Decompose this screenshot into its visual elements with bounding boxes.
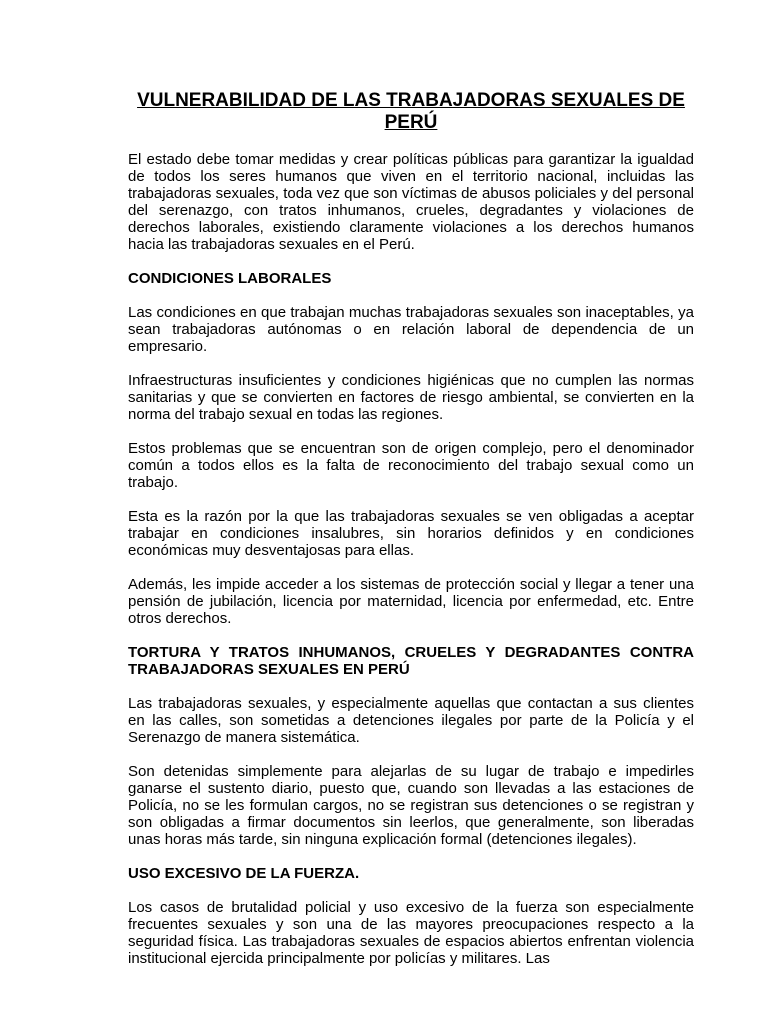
paragraph: Esta es la razón por la que las trabajadoras sexuales se ven obligadas a aceptar trabajar en condiciones insalubres, sin horarios definidos y en condiciones económicas muy desventajosas para ellas.	[128, 508, 694, 559]
paragraph: Infraestructuras insuficientes y condiciones higiénicas que no cumplen las normas sanitarias y que se convierten en factores de riesgo ambiental, se convierten en la norma del trabajo sexual en todas las regiones.	[128, 372, 694, 423]
document-page	[128, 90, 694, 984]
paragraph: Son detenidas simplemente para alejarlas de su lugar de trabajo e impedirles ganarse el sustento diario, puesto que, cuando son llevadas a las estaciones de Policía, no se les formulan cargos, no se registran sus detenciones o se registran y son obligadas a firmar documentos sin leerlos, que generalmente, son liberadas unas horas más tarde, sin ninguna explicación formal (detenciones ilegales).	[128, 763, 694, 848]
paragraph: Estos problemas que se encuentran son de origen complejo, pero el denominador común a todos ellos es la falta de reconocimiento del trabajo sexual como un trabajo.	[128, 440, 694, 491]
paragraph: Las trabajadoras sexuales, y especialmente aquellas que contactan a sus clientes en las calles, son sometidas a detenciones ilegales por parte de la Policía y el Serenazgo de manera sistemática.	[128, 695, 694, 746]
section-heading-condiciones-laborales: CONDICIONES LABORALES	[128, 270, 332, 287]
paragraph: Además, les impide acceder a los sistemas de protección social y llegar a tener una pensión de jubilación, licencia por maternidad, licencia por enfermedad, etc. Entre otros derechos.	[128, 576, 694, 627]
paragraph-last: Los casos de brutalidad policial y uso excesivo de la fuerza son especialmente frecuentes sexuales y son una de las mayores preocupaciones respecto a la seguridad física. Las trabajadoras sexuales de espacios abiertos enfrentan violencia institucional ejercida principalmente por policías y militares. Las	[128, 899, 694, 967]
section-heading-uso-excesivo: USO EXCESIVO DE LA FUERZA.	[128, 865, 360, 882]
section-heading-tortura: TORTURA Y TRATOS INHUMANOS, CRUELES Y DEGRADANTES CONTRA TRABAJADORAS SEXUALES EN PERÚ	[128, 644, 694, 678]
paragraph: Las condiciones en que trabajan muchas trabajadoras sexuales son inaceptables, ya sean trabajadoras autónomas o en relación laboral de dependencia de un empresario.	[128, 304, 694, 355]
document-title: VULNERABILIDAD DE LAS TRABAJADORAS SEXUALES DE PERÚ	[137, 90, 685, 133]
paragraph-intro: El estado debe tomar medidas y crear políticas públicas para garantizar la igualdad de todos los seres humanos que viven en el territorio nacional, incluidas las trabajadoras sexuales, toda vez que son víctimas de abusos policiales y del personal del serenazgo, con tratos inhumanos, crueles, degradantes y violaciones de derechos laborales, existiendo claramente violaciones a los derechos humanos hacia las trabajadoras sexuales en el Perú.	[128, 151, 694, 253]
